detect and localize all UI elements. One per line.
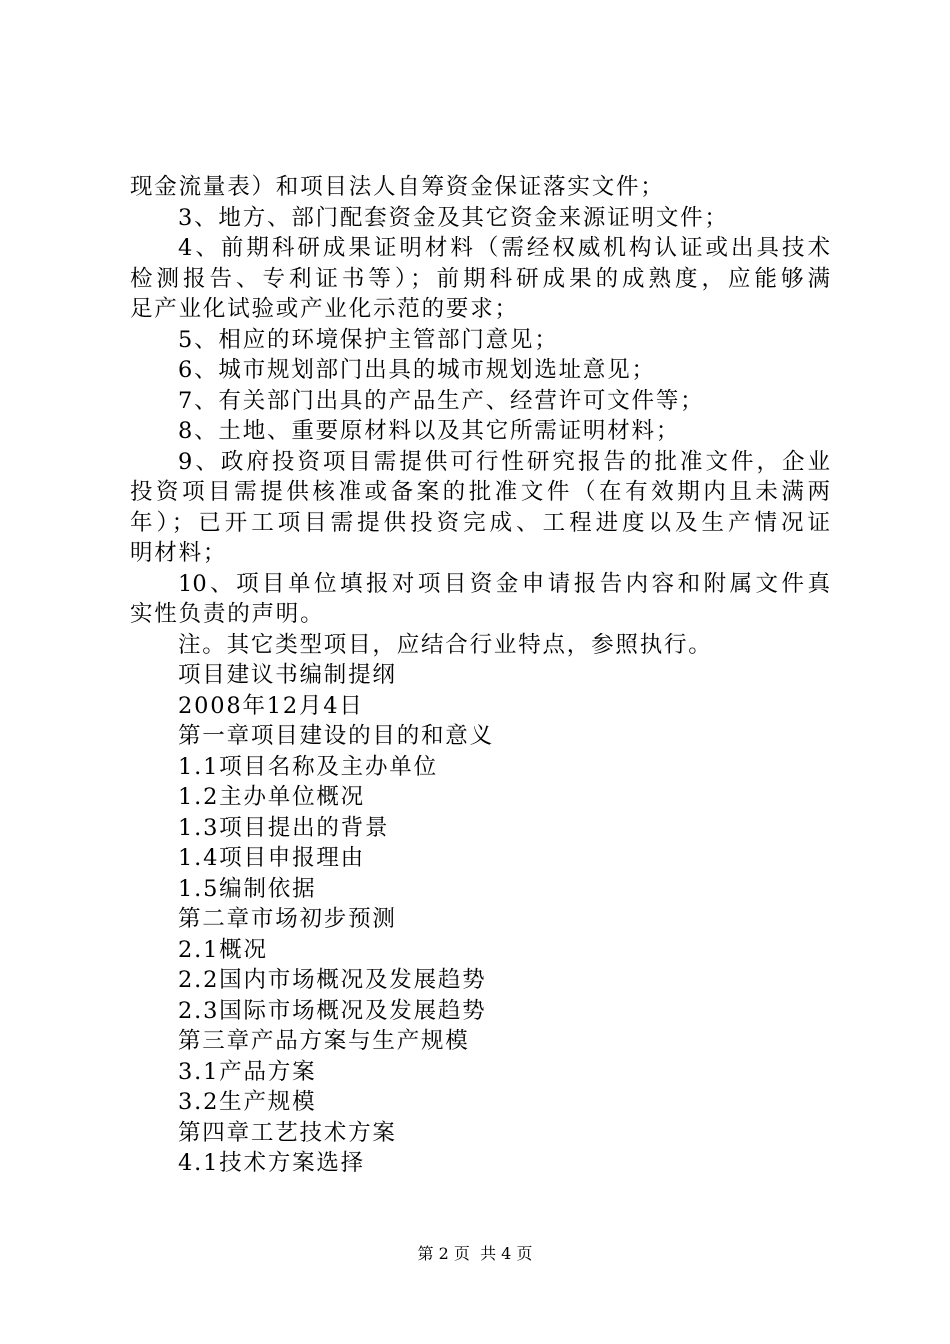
text-line: 6、城市规划部门出具的城市规划选址意见； [178,357,656,383]
text-line: 明材料； [130,540,228,566]
text-line: 10、项目单位填报对项目资金申请报告内容和附属文件真 [178,570,830,597]
outline-section: 3.1产品方案 [178,1058,317,1085]
text-line: 现金流量表）和项目法人自筹资金保证落实文件； [130,174,665,200]
outline-section: 1.4项目申报理由 [178,845,365,871]
page-number-footer: 第 2 页 共 4 页 [417,1244,533,1263]
outline-section: 1.2主办单位概况 [178,784,365,810]
text-line: 年）；已开工项目需提供投资完成、工程进度以及生产情况证 [130,509,830,536]
outline-section: 1.3项目提出的背景 [178,814,390,841]
text-line: 9、政府投资项目需提供可行性研究报告的批准文件，企业 [178,448,830,475]
outline-section: 2.2国内市场概况及发展趋势 [178,967,487,993]
outline-chapter: 第三章产品方案与生产规模 [178,1028,470,1054]
outline-date: 2008年12月4日 [178,692,364,719]
text-line: 注。其它类型项目，应结合行业特点，参照执行。 [178,631,713,658]
text-line: 检测报告、专利证书等）；前期科研成果的成熟度，应能够满 [130,265,830,292]
outline-section: 1.1项目名称及主办单位 [178,753,438,780]
outline-chapter: 第二章市场初步预测 [178,906,397,932]
outline-title: 项目建议书编制提纲 [178,662,397,688]
outline-section: 4.1技术方案选择 [178,1150,365,1176]
text-line: 4、前期科研成果证明材料（需经权威机构认证或出具技术 [178,235,830,261]
text-line: 投资项目需提供核准或备案的批准文件（在有效期内且未满两 [130,479,830,505]
document-body [130,172,830,1179]
text-line: 5、相应的环境保护主管部门意见； [178,326,559,353]
outline-section: 1.5编制依据 [178,875,317,902]
outline-section: 3.2生产规模 [178,1089,317,1115]
outline-section: 2.3国际市场概况及发展趋势 [178,997,487,1024]
text-line: 8、土地、重要原材料以及其它所需证明材料； [178,418,681,444]
text-line: 足产业化试验或产业化示范的要求； [130,296,519,322]
outline-section: 2.1概况 [178,936,268,963]
outline-chapter: 第一章项目建设的目的和意义 [178,723,494,749]
outline-chapter: 第四章工艺技术方案 [178,1119,397,1146]
text-line: 实性负责的声明。 [130,601,325,627]
text-line: 3、地方、部门配套资金及其它资金来源证明文件； [178,204,729,231]
text-line: 7、有关部门出具的产品生产、经营许可文件等； [178,387,705,414]
